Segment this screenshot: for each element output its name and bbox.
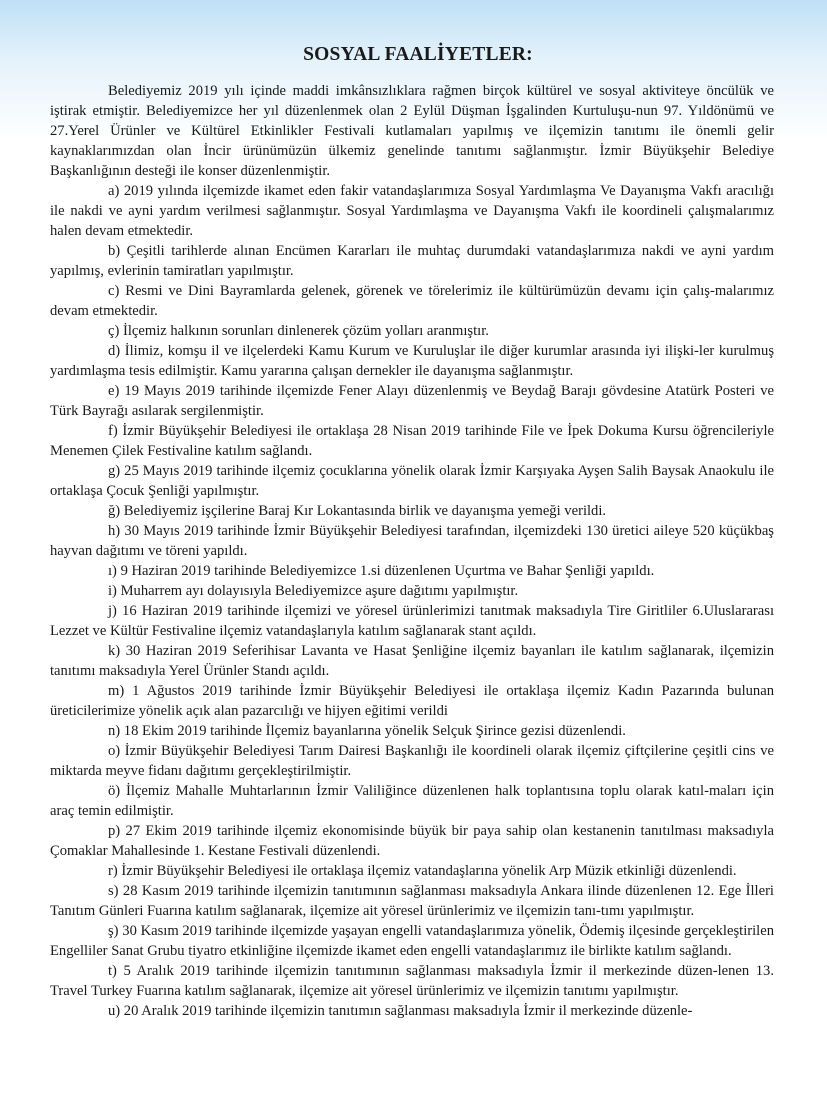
list-item-a: a) 2019 yılında ilçemizde ikamet eden fakir vatandaşlarımıza Sosyal Yardımlaşma Ve Dayanışma Vakfı aracılığı ile nakdi ve ayni yardım verilmesi sağlanmıştır. Sosyal Yardımlaşma ve Dayanışma Vakfı ile koordineli çalışmalarımız halen devam etmektedir. xyxy=(50,183,774,239)
list-item-h: h) 30 Mayıs 2019 tarihinde İzmir Büyükşehir Belediyesi tarafından, ilçemizdeki 130 üretici aileye 520 küçükbaş hayvan dağıtımı ve töreni yapıldı. xyxy=(50,523,774,559)
list-item-b: b) Çeşitli tarihlerde alınan Encümen Kararları ile muhtaç durumdaki vatandaşlarımıza nakdi ve ayni yardım yapılmış, evlerinin tamiratları yapılmıştır. xyxy=(50,243,774,279)
list-item-c: c) Resmi ve Dini Bayramlarda gelenek, görenek ve törelerimiz ile kültürümüzün devamı için çalış-malarımız devam etmektedir. xyxy=(50,283,774,319)
document-body xyxy=(50,81,774,1021)
list-item-o: o) İzmir Büyükşehir Belediyesi Tarım Dairesi Başkanlığı ile koordineli olarak ilçemiz çiftçilerine çeşitli cins ve miktarda meyve fidanı dağıtımı gerçekleştirilmiştir. xyxy=(50,743,774,779)
list-item-g: g) 25 Mayıs 2019 tarihinde ilçemiz çocuklarına yönelik olarak İzmir Karşıyaka Ayşen Salih Baysak Anaokulu ile ortaklaşa Çocuk Şenliği yapılmıştır. xyxy=(50,463,774,499)
list-item-g-breve: ğ) Belediyemiz işçilerine Baraj Kır Lokantasında birlik ve dayanışma yemeği verildi. xyxy=(108,503,607,519)
page-title: SOSYAL FAALİYETLER: xyxy=(303,44,533,65)
list-item-s-cedilla: ş) 30 Kasım 2019 tarihinde ilçemizde yaşayan engelli vatandaşlarımıza yönelik, Ödemiş ilçesinde gerçekleştirilen Engelliler Sanat Grubu tiyatro etkinliğine ilçemizde ikamet eden engelli vatandaşlarımız ile birlikte katılım sağlandı. xyxy=(50,923,774,959)
list-item-p: p) 27 Ekim 2019 tarihinde ilçemiz ekonomisinde büyük bir paya sahip olan kestanenin tanıtılması maksadıyla Çomaklar Mahallesinde 1. Kestane Festivali düzenlendi. xyxy=(50,823,774,859)
list-item-u: u) 20 Aralık 2019 tarihinde ilçemizin tanıtımın sağlanması maksadıyla İzmir il merkezinde düzenle- xyxy=(108,1003,693,1019)
list-item-t: t) 5 Aralık 2019 tarihinde ilçemizin tanıtımının sağlanması maksadıyla İzmir il merkezinde düzen-lenen 13. Travel Turkey Fuarına katılım sağlanarak, ilçemize ait yöresel ürünlerimiz ve ilçemizin tanıtımı yapılmıştır. xyxy=(50,963,774,999)
document-page xyxy=(50,44,774,1021)
list-item-f: f) İzmir Büyükşehir Belediyesi ile ortaklaşa 28 Nisan 2019 tarihinde File ve İpek Dokuma Kursu öğrencileriyle Menemen Çilek Festivaline katılım sağlandı. xyxy=(50,423,774,459)
list-item-s: s) 28 Kasım 2019 tarihinde ilçemizin tanıtımının sağlanması maksadıyla Ankara ilinde düzenlenen 12. Ege İlleri Tanıtım Günleri Fuarına katılım sağlanarak, ilçemize ait yöresel ürünlerimiz ve ilçemizin tanı-tımı yapılmıştır. xyxy=(50,883,774,919)
list-item-j: j) 16 Haziran 2019 tarihinde ilçemizi ve yöresel ürünlerimizi tanıtmak maksadıyla Tire Giritliler 6.Uluslararası Lezzet ve Kültür Festivaline ilçemiz vatandaşlarıyla katılım sağlanarak stant açıldı. xyxy=(50,603,774,639)
list-item-e: e) 19 Mayıs 2019 tarihinde ilçemizde Fener Alayı düzenlenmiş ve Beydağ Barajı gövdesine Atatürk Posteri ve Türk Bayrağı asılarak sergilenmiştir. xyxy=(50,383,774,419)
list-item-r: r) İzmir Büyükşehir Belediyesi ile ortaklaşa ilçemiz vatandaşlarına yönelik Arp Müzik etkinliği düzenlendi. xyxy=(108,863,737,879)
list-item-o-umlaut: ö) İlçemiz Mahalle Muhtarlarının İzmir Valiliğince düzenlenen halk toplantısına toplu olarak katıl-maları için araç temin edilmiştir. xyxy=(50,783,774,819)
list-item-c-cedilla: ç) İlçemiz halkının sorunları dinlenerek çözüm yolları aranmıştır. xyxy=(108,323,489,339)
list-item-d: d) İlimiz, komşu il ve ilçelerdeki Kamu Kurum ve Kuruluşlar ile diğer kurumlar arasında iyi ilişki-ler kurulmuş yardımlaşma tesis edilmiştir. Kamu yararına çalışan dernekler ile dayanışma sağlanmıştır. xyxy=(50,343,774,379)
list-item-n: n) 18 Ekim 2019 tarihinde İlçemiz bayanlarına yönelik Selçuk Şirince gezisi düzenlendi. xyxy=(108,723,626,739)
list-item-dotless-i: ı) 9 Haziran 2019 tarihinde Belediyemizce 1.si düzenlenen Uçurtma ve Bahar Şenliği yapıldı. xyxy=(108,563,655,579)
list-item-i: i) Muharrem ayı dolayısıyla Belediyemizce aşure dağıtımı yapılmıştır. xyxy=(108,583,519,599)
list-item-m: m) 1 Ağustos 2019 tarihinde İzmir Büyükşehir Belediyesi ile ortaklaşa ilçemiz Kadın Pazarında bulunan üreticilerimize yönelik açık alan pazarcılığı ve hijyen eğitimi verildi xyxy=(50,683,774,719)
list-item-k: k) 30 Haziran 2019 Seferihisar Lavanta ve Hasat Şenliğine ilçemiz bayanları ile katılım sağlanarak, ilçemizin tanıtımı maksadıyla Yerel Ürünler Standı açıldı. xyxy=(50,643,774,679)
intro-paragraph: Belediyemiz 2019 yılı içinde maddi imkânsızlıklara rağmen birçok kültürel ve sosyal aktiviteye öncülük ve iştirak etmiştir. Belediyemizce her yıl düzenlenmek olan 2 Eylül Düşman İşgalinden Kurtuluşu-nun 97. Yıldönümü ve 27.Yerel Ürünler ve Kültürel Etkinlikler Festivali kutlamaları yapılmış ve ilçemizin tanıtımı ile önemli gelir kaynaklarımızdan olan İncir ürünümüzün ülkemiz genelinde tanıtımı sağlanmıştır. İzmir Büyükşehir Belediye Başkanlığının desteği ile konser düzenlenmiştir. xyxy=(50,83,774,179)
